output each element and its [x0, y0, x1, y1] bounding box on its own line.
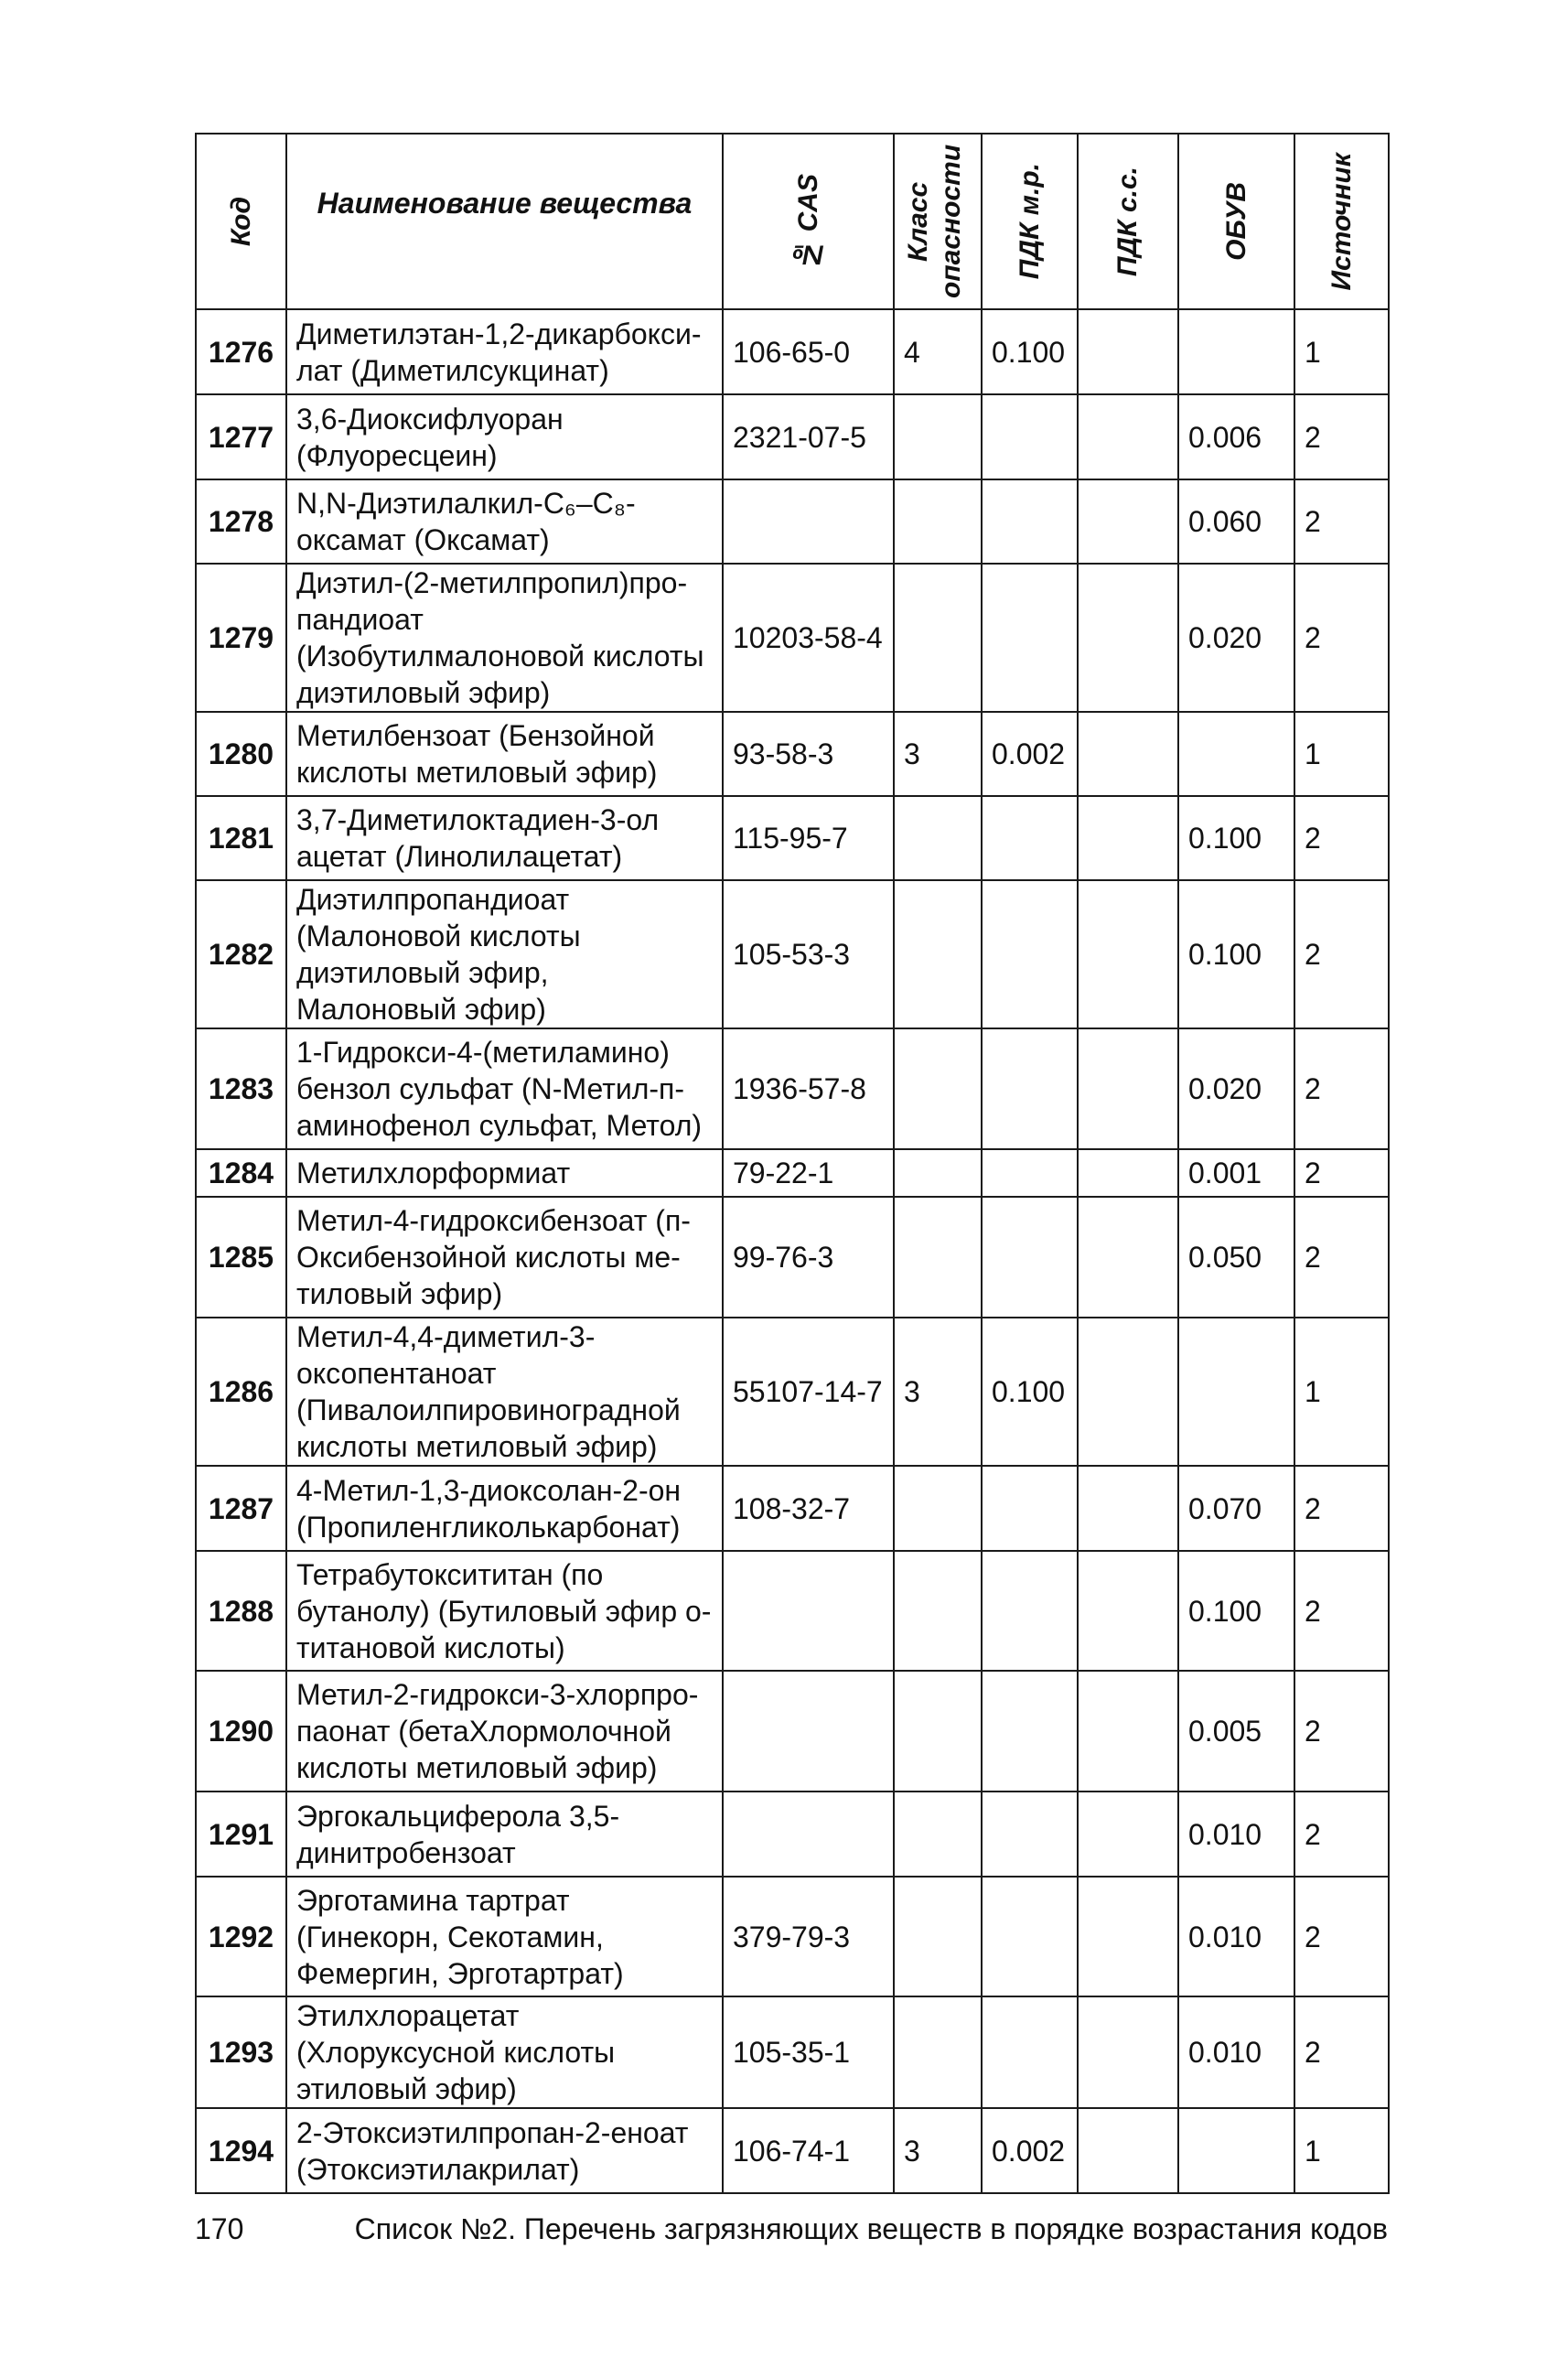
- cell-code: 1290: [196, 1671, 286, 1792]
- cell-obuv: 0.010: [1178, 1877, 1294, 1996]
- cell-pdk-ss: [1078, 1996, 1178, 2108]
- cell-pdk-mr: [982, 564, 1078, 712]
- header-source: Источник: [1294, 134, 1389, 309]
- cell-name: N,N-Диэтилалкил-C₆–C₈-оксамат (Оксамат): [286, 479, 723, 564]
- cell-cas: [723, 1671, 894, 1792]
- cell-name: 3,6-Диоксифлуоран (Флуоресцеин): [286, 394, 723, 479]
- cell-code: 1280: [196, 712, 286, 796]
- cell-obuv: 0.070: [1178, 1466, 1294, 1551]
- cell-name: Этилхлорацетат (Хлоруксусной кислоты этиловый эфир): [286, 1996, 723, 2108]
- cell-cas: 105-35-1: [723, 1996, 894, 2108]
- cell-pdk-mr: [982, 1551, 1078, 1671]
- cell-code: 1279: [196, 564, 286, 712]
- cell-cas: 105-53-3: [723, 880, 894, 1028]
- cell-name: 3,7-Диметилоктадиен-3-ол ацетат (Линолилацетат): [286, 796, 723, 880]
- cell-source: 2: [1294, 796, 1389, 880]
- cell-pdk-mr: [982, 1877, 1078, 1996]
- cell-name: Тетрабутокcититан (по бутанолу) (Бутиловый эфир о-титановой кислоты): [286, 1551, 723, 1671]
- cell-hazard-class: [894, 1996, 982, 2108]
- cell-source: 2: [1294, 1671, 1389, 1792]
- cell-source: 1: [1294, 309, 1389, 394]
- table-row: [196, 1996, 1389, 2108]
- table-row: [196, 880, 1389, 1028]
- cell-name: Метил-2-гидрокси-3-хлорпропаонат (бетаХлормолочной кислоты метиловый эфир): [286, 1671, 723, 1792]
- cell-hazard-class: [894, 1197, 982, 1318]
- table-row: [196, 564, 1389, 712]
- cell-name: Метил-4,4-диметил-3-оксопентаноат (Пивалоилпировиноградной кислоты метиловый эфир): [286, 1318, 723, 1466]
- cell-cas: 106-65-0: [723, 309, 894, 394]
- cell-obuv: 0.006: [1178, 394, 1294, 479]
- cell-pdk-ss: [1078, 564, 1178, 712]
- cell-code: 1292: [196, 1877, 286, 1996]
- header-code: Код: [196, 134, 286, 309]
- cell-pdk-ss: [1078, 1466, 1178, 1551]
- cell-source: 2: [1294, 1792, 1389, 1877]
- cell-source: 2: [1294, 564, 1389, 712]
- cell-source: 2: [1294, 394, 1389, 479]
- cell-code: 1277: [196, 394, 286, 479]
- cell-obuv: 0.005: [1178, 1671, 1294, 1792]
- cell-code: 1293: [196, 1996, 286, 2108]
- cell-hazard-class: 3: [894, 712, 982, 796]
- cell-hazard-class: [894, 796, 982, 880]
- cell-pdk-ss: [1078, 309, 1178, 394]
- cell-source: 1: [1294, 2108, 1389, 2193]
- cell-cas: [723, 1551, 894, 1671]
- cell-hazard-class: [894, 1671, 982, 1792]
- cell-code: 1285: [196, 1197, 286, 1318]
- cell-pdk-mr: 0.100: [982, 1318, 1078, 1466]
- cell-pdk-mr: [982, 394, 1078, 479]
- cell-pdk-ss: [1078, 1028, 1178, 1149]
- running-footer-title: Список №2. Перечень загрязняющих веществ в порядке возрастания кодов: [354, 2212, 1388, 2245]
- table-row: [196, 1028, 1389, 1149]
- cell-source: 2: [1294, 880, 1389, 1028]
- table-row: [196, 394, 1389, 479]
- table-row: [196, 1318, 1389, 1466]
- cell-cas: 79-22-1: [723, 1149, 894, 1197]
- cell-hazard-class: [894, 1877, 982, 1996]
- cell-source: 2: [1294, 1996, 1389, 2108]
- cell-pdk-mr: [982, 1671, 1078, 1792]
- cell-obuv: [1178, 1318, 1294, 1466]
- cell-pdk-ss: [1078, 1551, 1178, 1671]
- cell-source: 2: [1294, 1149, 1389, 1197]
- cell-code: 1284: [196, 1149, 286, 1197]
- cell-pdk-ss: [1078, 712, 1178, 796]
- cell-pdk-mr: [982, 1028, 1078, 1149]
- cell-hazard-class: 3: [894, 2108, 982, 2193]
- table-row: [196, 1149, 1389, 1197]
- header-pdk-ss: ПДК с.с.: [1078, 134, 1178, 309]
- cell-pdk-ss: [1078, 1671, 1178, 1792]
- table-row: [196, 309, 1389, 394]
- cell-obuv: 0.010: [1178, 1792, 1294, 1877]
- cell-obuv: 0.010: [1178, 1996, 1294, 2108]
- cell-pdk-mr: [982, 1149, 1078, 1197]
- header-hazard-class: Класс опасности: [894, 134, 982, 309]
- table-row: [196, 796, 1389, 880]
- cell-obuv: 0.020: [1178, 564, 1294, 712]
- cell-pdk-ss: [1078, 1197, 1178, 1318]
- cell-obuv: [1178, 309, 1294, 394]
- cell-code: 1291: [196, 1792, 286, 1877]
- cell-name: Эрготамина тартрат (Гинекорн, Секотамин, Фемергин, Эрготартрат): [286, 1877, 723, 1996]
- cell-hazard-class: 3: [894, 1318, 982, 1466]
- page-number: 170: [195, 2212, 244, 2245]
- cell-cas: [723, 479, 894, 564]
- cell-obuv: [1178, 2108, 1294, 2193]
- cell-hazard-class: [894, 1149, 982, 1197]
- cell-hazard-class: [894, 1028, 982, 1149]
- cell-pdk-mr: [982, 1197, 1078, 1318]
- header-pdk-mr: ПДК м.р.: [982, 134, 1078, 309]
- cell-cas: 99-76-3: [723, 1197, 894, 1318]
- cell-name: Метил-4-гидроксибензоат (п-Оксибензойной кислоты метиловый эфир): [286, 1197, 723, 1318]
- cell-cas: [723, 1792, 894, 1877]
- cell-pdk-ss: [1078, 1792, 1178, 1877]
- cell-source: 1: [1294, 712, 1389, 796]
- cell-source: 2: [1294, 1877, 1389, 1996]
- cell-name: Диэтил-(2-метилпропил)пропандиоат (Изобутилмалоновой кислоты диэтиловый эфир): [286, 564, 723, 712]
- cell-cas: 93-58-3: [723, 712, 894, 796]
- cell-hazard-class: [894, 394, 982, 479]
- cell-cas: 10203-58-4: [723, 564, 894, 712]
- cell-code: 1278: [196, 479, 286, 564]
- cell-pdk-ss: [1078, 1318, 1178, 1466]
- cell-hazard-class: [894, 564, 982, 712]
- cell-obuv: 0.020: [1178, 1028, 1294, 1149]
- cell-pdk-mr: 0.002: [982, 712, 1078, 796]
- table-row: [196, 1551, 1389, 1671]
- cell-pdk-ss: [1078, 880, 1178, 1028]
- cell-obuv: 0.001: [1178, 1149, 1294, 1197]
- cell-hazard-class: 4: [894, 309, 982, 394]
- table-row: [196, 1671, 1389, 1792]
- header-cas: № CAS: [723, 134, 894, 309]
- cell-obuv: 0.100: [1178, 880, 1294, 1028]
- cell-name: 4-Метил-1,3-диоксолан-2-он (Пропиленгликолькарбонат): [286, 1466, 723, 1551]
- cell-code: 1283: [196, 1028, 286, 1149]
- cell-obuv: 0.100: [1178, 1551, 1294, 1671]
- cell-hazard-class: [894, 880, 982, 1028]
- cell-cas: 106-74-1: [723, 2108, 894, 2193]
- cell-code: 1286: [196, 1318, 286, 1466]
- cell-code: 1287: [196, 1466, 286, 1551]
- cell-pdk-ss: [1078, 1877, 1178, 1996]
- cell-source: 1: [1294, 1318, 1389, 1466]
- cell-source: 2: [1294, 479, 1389, 564]
- cell-cas: 1936-57-8: [723, 1028, 894, 1149]
- cell-pdk-mr: [982, 1792, 1078, 1877]
- cell-obuv: 0.050: [1178, 1197, 1294, 1318]
- cell-source: 2: [1294, 1028, 1389, 1149]
- cell-cas: 379-79-3: [723, 1877, 894, 1996]
- cell-name: 1-Гидрокси-4-(метиламино) бензол сульфат (N-Метил-п-аминофенол сульфат, Метол): [286, 1028, 723, 1149]
- table-header-row: [196, 134, 1389, 309]
- cell-source: 2: [1294, 1551, 1389, 1671]
- cell-cas: 108-32-7: [723, 1466, 894, 1551]
- table-row: [196, 1792, 1389, 1877]
- table-row: [196, 2108, 1389, 2193]
- cell-name: 2-Этоксиэтилпропан-2-еноат (Этоксиэтилакрилат): [286, 2108, 723, 2193]
- cell-cas: 55107-14-7: [723, 1318, 894, 1466]
- cell-pdk-mr: [982, 1996, 1078, 2108]
- cell-hazard-class: [894, 1792, 982, 1877]
- header-name: Наименование вещества: [286, 134, 723, 309]
- cell-name: Диметилэтан-1,2-дикарбоксилат (Диметилсукцинат): [286, 309, 723, 394]
- cell-pdk-ss: [1078, 479, 1178, 564]
- cell-code: 1276: [196, 309, 286, 394]
- table-row: [196, 1877, 1389, 1996]
- cell-code: 1288: [196, 1551, 286, 1671]
- cell-cas: 2321-07-5: [723, 394, 894, 479]
- table-row: [196, 1466, 1389, 1551]
- cell-source: 2: [1294, 1466, 1389, 1551]
- cell-code: 1294: [196, 2108, 286, 2193]
- table-row: [196, 479, 1389, 564]
- cell-cas: 115-95-7: [723, 796, 894, 880]
- cell-code: 1281: [196, 796, 286, 880]
- cell-hazard-class: [894, 479, 982, 564]
- cell-pdk-mr: 0.002: [982, 2108, 1078, 2193]
- cell-obuv: 0.060: [1178, 479, 1294, 564]
- cell-code: 1282: [196, 880, 286, 1028]
- cell-pdk-ss: [1078, 796, 1178, 880]
- substance-table: [195, 133, 1390, 2194]
- cell-obuv: [1178, 712, 1294, 796]
- cell-pdk-mr: [982, 479, 1078, 564]
- cell-name: Метилбензоат (Бензойной кислоты метиловый эфир): [286, 712, 723, 796]
- cell-name: Эргокальциферола 3,5-динитробензоат: [286, 1792, 723, 1877]
- table-row: [196, 712, 1389, 796]
- cell-name: Метилхлорформиат: [286, 1149, 723, 1197]
- cell-pdk-mr: [982, 1466, 1078, 1551]
- cell-source: 2: [1294, 1197, 1389, 1318]
- cell-pdk-mr: [982, 796, 1078, 880]
- cell-obuv: 0.100: [1178, 796, 1294, 880]
- cell-pdk-mr: [982, 880, 1078, 1028]
- cell-pdk-ss: [1078, 394, 1178, 479]
- header-obuv: ОБУВ: [1178, 134, 1294, 309]
- table-row: [196, 1197, 1389, 1318]
- cell-pdk-ss: [1078, 2108, 1178, 2193]
- cell-name: Диэтилпропандиоат (Малоновой кислоты диэтиловый эфир, Малоновый эфир): [286, 880, 723, 1028]
- cell-hazard-class: [894, 1551, 982, 1671]
- cell-pdk-ss: [1078, 1149, 1178, 1197]
- cell-hazard-class: [894, 1466, 982, 1551]
- cell-pdk-mr: 0.100: [982, 309, 1078, 394]
